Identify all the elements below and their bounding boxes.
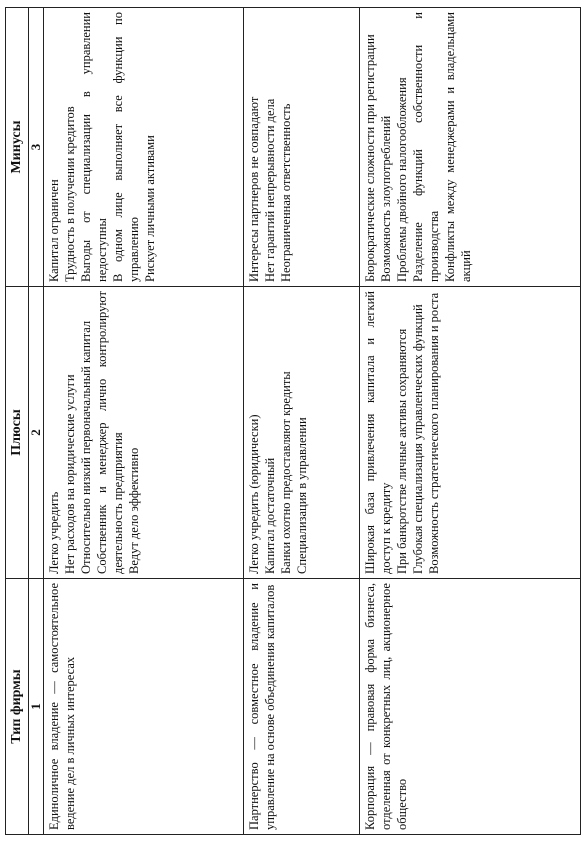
- pros-item: Легко учредить: [47, 491, 61, 574]
- pros-item: Глубокая специализация управленческих функций: [411, 304, 425, 574]
- pros-item: Капитал достаточный: [263, 457, 277, 574]
- firm-type-cell: [360, 579, 581, 835]
- header-pros: Плюсы: [6, 287, 29, 579]
- pros-item: Собственник и менеджер лично контролируют деятельность предприятия: [95, 291, 125, 574]
- pros-item: Ведут дело эффективно: [127, 447, 141, 574]
- firm-type-cell: [244, 579, 360, 835]
- pros-item: Нет расходов на юридические услуги: [63, 374, 77, 574]
- cons-item: Бюрократические сложности при регистрации: [363, 34, 377, 282]
- table-row: [360, 8, 581, 835]
- header-cons: Минусы: [6, 8, 29, 287]
- table-row: [44, 8, 244, 835]
- pros-cell: [360, 287, 581, 579]
- pros-cell: [44, 287, 244, 579]
- cons-cell: [44, 8, 244, 287]
- cons-item: Разделение функций собственности и производства: [411, 12, 441, 282]
- cons-item: Неограниченная ответственность: [279, 103, 293, 282]
- cons-item: В одном лице выполняет все функции по управлению: [111, 12, 141, 282]
- cons-item: Нет гарантий непрерывности дела: [263, 98, 277, 282]
- firm-type-cell: [44, 579, 244, 835]
- header-row: [6, 8, 29, 835]
- pros-item: При банкротстве личные активы сохраняются: [395, 328, 409, 574]
- pros-cell: [244, 287, 360, 579]
- cons-item: Рискует личными активами: [143, 135, 157, 282]
- firm-type-text: Корпорация — правовая форма бизнеса, отделенная от конкретных лиц, акционерное общество: [363, 583, 409, 830]
- cons-item: Возможность злоупотреблений: [379, 115, 393, 282]
- column-number-row: [29, 8, 44, 835]
- firm-type-text: Партнерство — совместное владение и управление на основе объединения капиталов: [247, 583, 277, 830]
- column-number-1: 1: [29, 579, 44, 835]
- pros-item: Широкая база привлечения капитала и легкий доступ к кредиту: [363, 291, 393, 574]
- header-firm-type: Тип фирмы: [6, 579, 29, 835]
- pros-item: Относительно низкий первоначальный капитал: [79, 320, 93, 574]
- cons-cell: [360, 8, 581, 287]
- cons-item: Капитал ограничен: [47, 179, 61, 282]
- pros-item: Банки охотно предоставляют кредиты: [279, 371, 293, 574]
- cons-item: Выгоды от специализации в управлении недоступны: [79, 12, 109, 282]
- cons-item: Проблемы двойного налогообложения: [395, 77, 409, 282]
- pros-item: Специализация в управлении: [295, 417, 309, 574]
- pros-item: Легко учредить (юридически): [247, 414, 261, 574]
- column-number-3: 3: [29, 8, 44, 287]
- table-row: [244, 8, 360, 835]
- firm-types-table: [5, 7, 581, 835]
- cons-item: Трудность в получении кредитов: [63, 106, 77, 282]
- cons-cell: [244, 8, 360, 287]
- pros-item: Возможность стратегического планирования и роста: [427, 292, 441, 574]
- firm-type-text: Единоличное владение — самостоятельное ведение дел в личных интересах: [47, 583, 77, 830]
- cons-item: Интересы партнеров не совпадают: [247, 96, 261, 282]
- cons-item: Конфликты между менеджерами и владельцами акций: [443, 12, 473, 282]
- column-number-2: 2: [29, 287, 44, 579]
